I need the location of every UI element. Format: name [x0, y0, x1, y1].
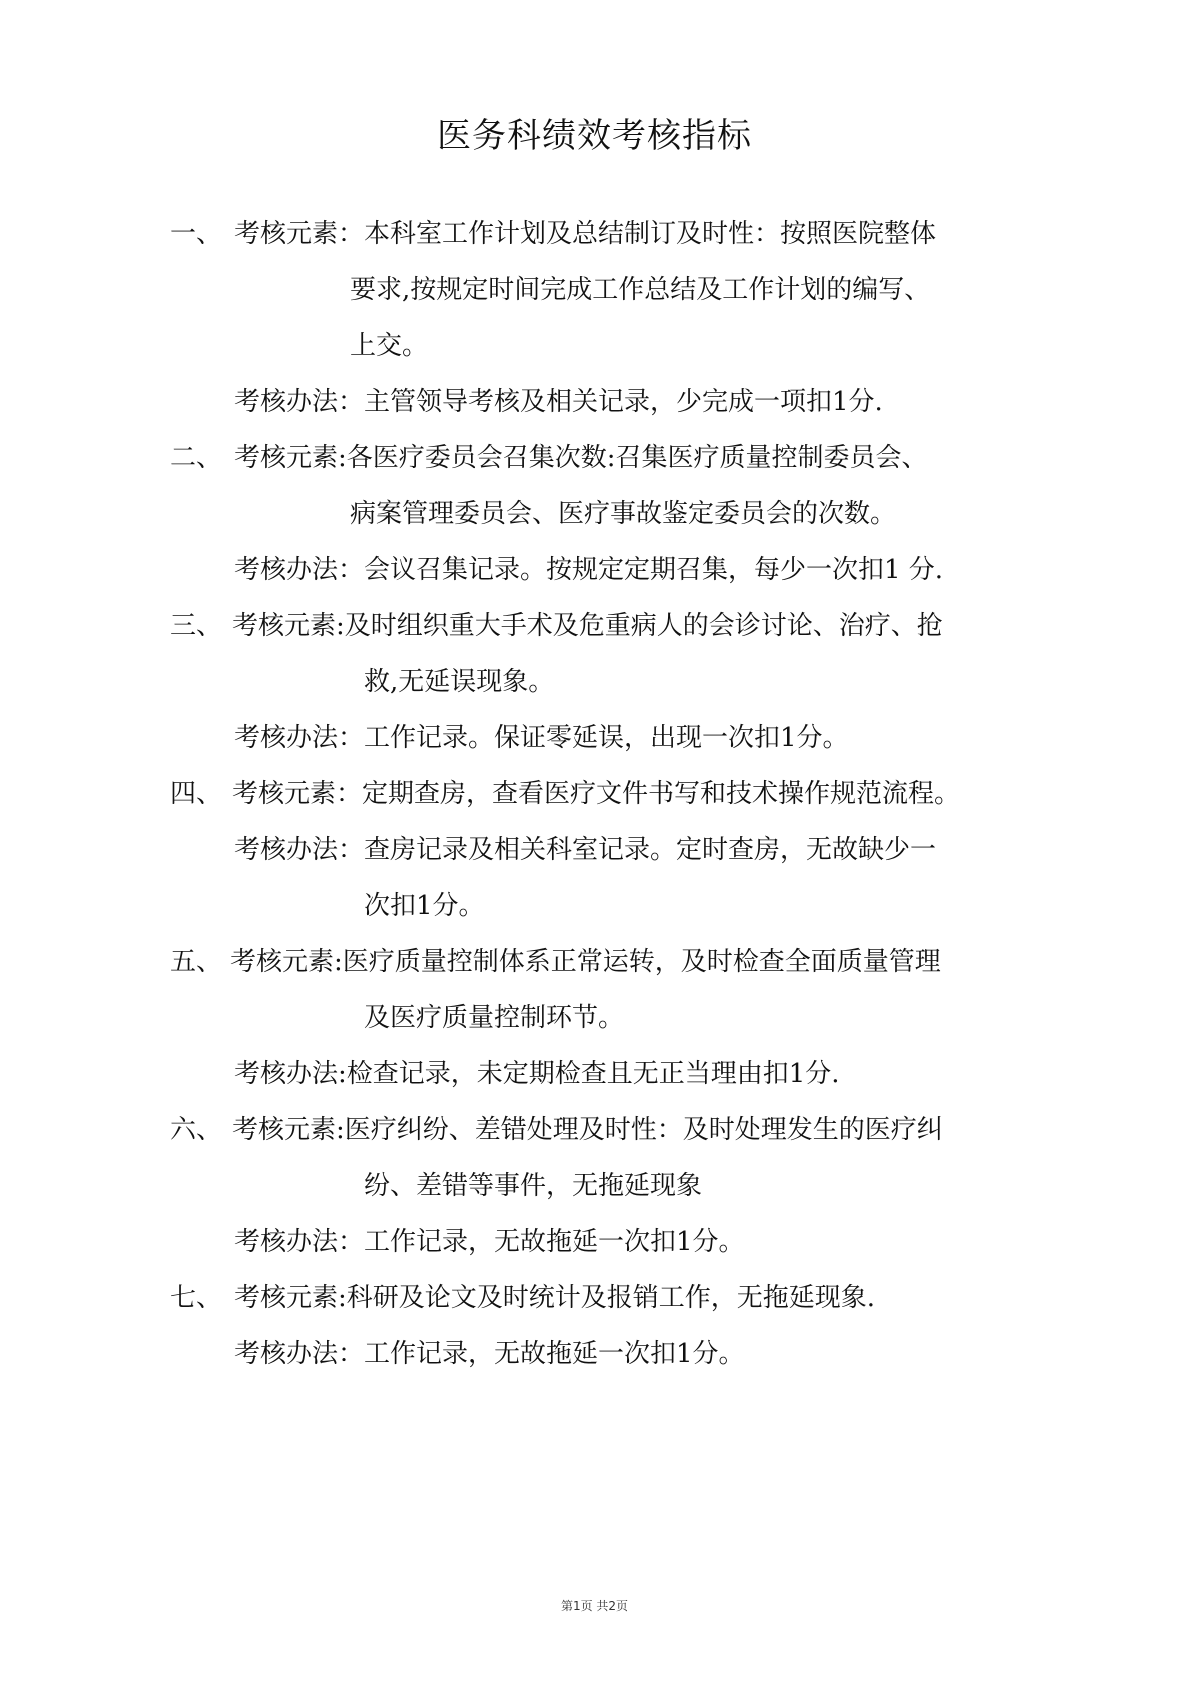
page-indicator: 第1页 共2页	[560, 1599, 629, 1613]
document-title: 医务科绩效考核指标	[437, 116, 752, 156]
method-line: 次扣1分。	[364, 891, 485, 921]
method-line: 考核办法：查房记录及相关科室记录。定时查房，无故缺少一	[234, 835, 937, 865]
section-number: 四、	[170, 779, 223, 809]
element-line: 考核元素：定期查房，查看医疗文件书写和技术操作规范流程。	[232, 779, 961, 809]
element-line: 考核元素:科研及论文及时统计及报销工作，无拖延现象.	[234, 1283, 876, 1313]
section-number: 一、	[170, 219, 223, 249]
element-line: 救,无延误现象。	[364, 667, 555, 697]
method-line: 考核办法：主管领导考核及相关记录，少完成一项扣1分.	[234, 387, 883, 417]
element-line: 考核元素:各医疗委员会召集次数:召集医疗质量控制委员会、	[234, 443, 928, 473]
method-line: 考核办法：工作记录。保证零延误，出现一次扣1分。	[234, 723, 849, 753]
element-line: 考核元素：本科室工作计划及总结制订及时性：按照医院整体	[234, 219, 937, 249]
section-number: 六、	[170, 1115, 223, 1145]
section-number: 二、	[170, 443, 223, 473]
section-number: 七、	[170, 1283, 223, 1313]
method-line: 考核办法：会议召集记录。按规定定期召集，每少一次扣1 分.	[234, 555, 944, 585]
method-line: 考核办法：工作记录，无故拖延一次扣1分。	[234, 1339, 745, 1369]
method-line: 考核办法：工作记录，无故拖延一次扣1分。	[234, 1227, 745, 1257]
element-line: 上交。	[350, 331, 429, 361]
section-number: 三、	[170, 611, 223, 641]
element-line: 考核元素:医疗纠纷、差错处理及时性：及时处理发生的医疗纠	[232, 1115, 943, 1145]
element-line: 考核元素:医疗质量控制体系正常运转，及时检查全面质量管理	[230, 947, 941, 977]
element-line: 纷、差错等事件，无拖延现象	[364, 1171, 703, 1201]
method-line: 考核办法:检查记录，未定期检查且无正当理由扣1分.	[234, 1059, 840, 1089]
element-line: 及医疗质量控制环节。	[364, 1003, 625, 1033]
section-number: 五、	[170, 947, 223, 977]
element-line: 要求,按规定时间完成工作总结及工作计划的编写、	[350, 275, 931, 305]
element-line: 考核元素:及时组织重大手术及危重病人的会诊讨论、治疗、抢	[232, 611, 943, 641]
element-line: 病案管理委员会、医疗事故鉴定委员会的次数。	[350, 499, 897, 529]
